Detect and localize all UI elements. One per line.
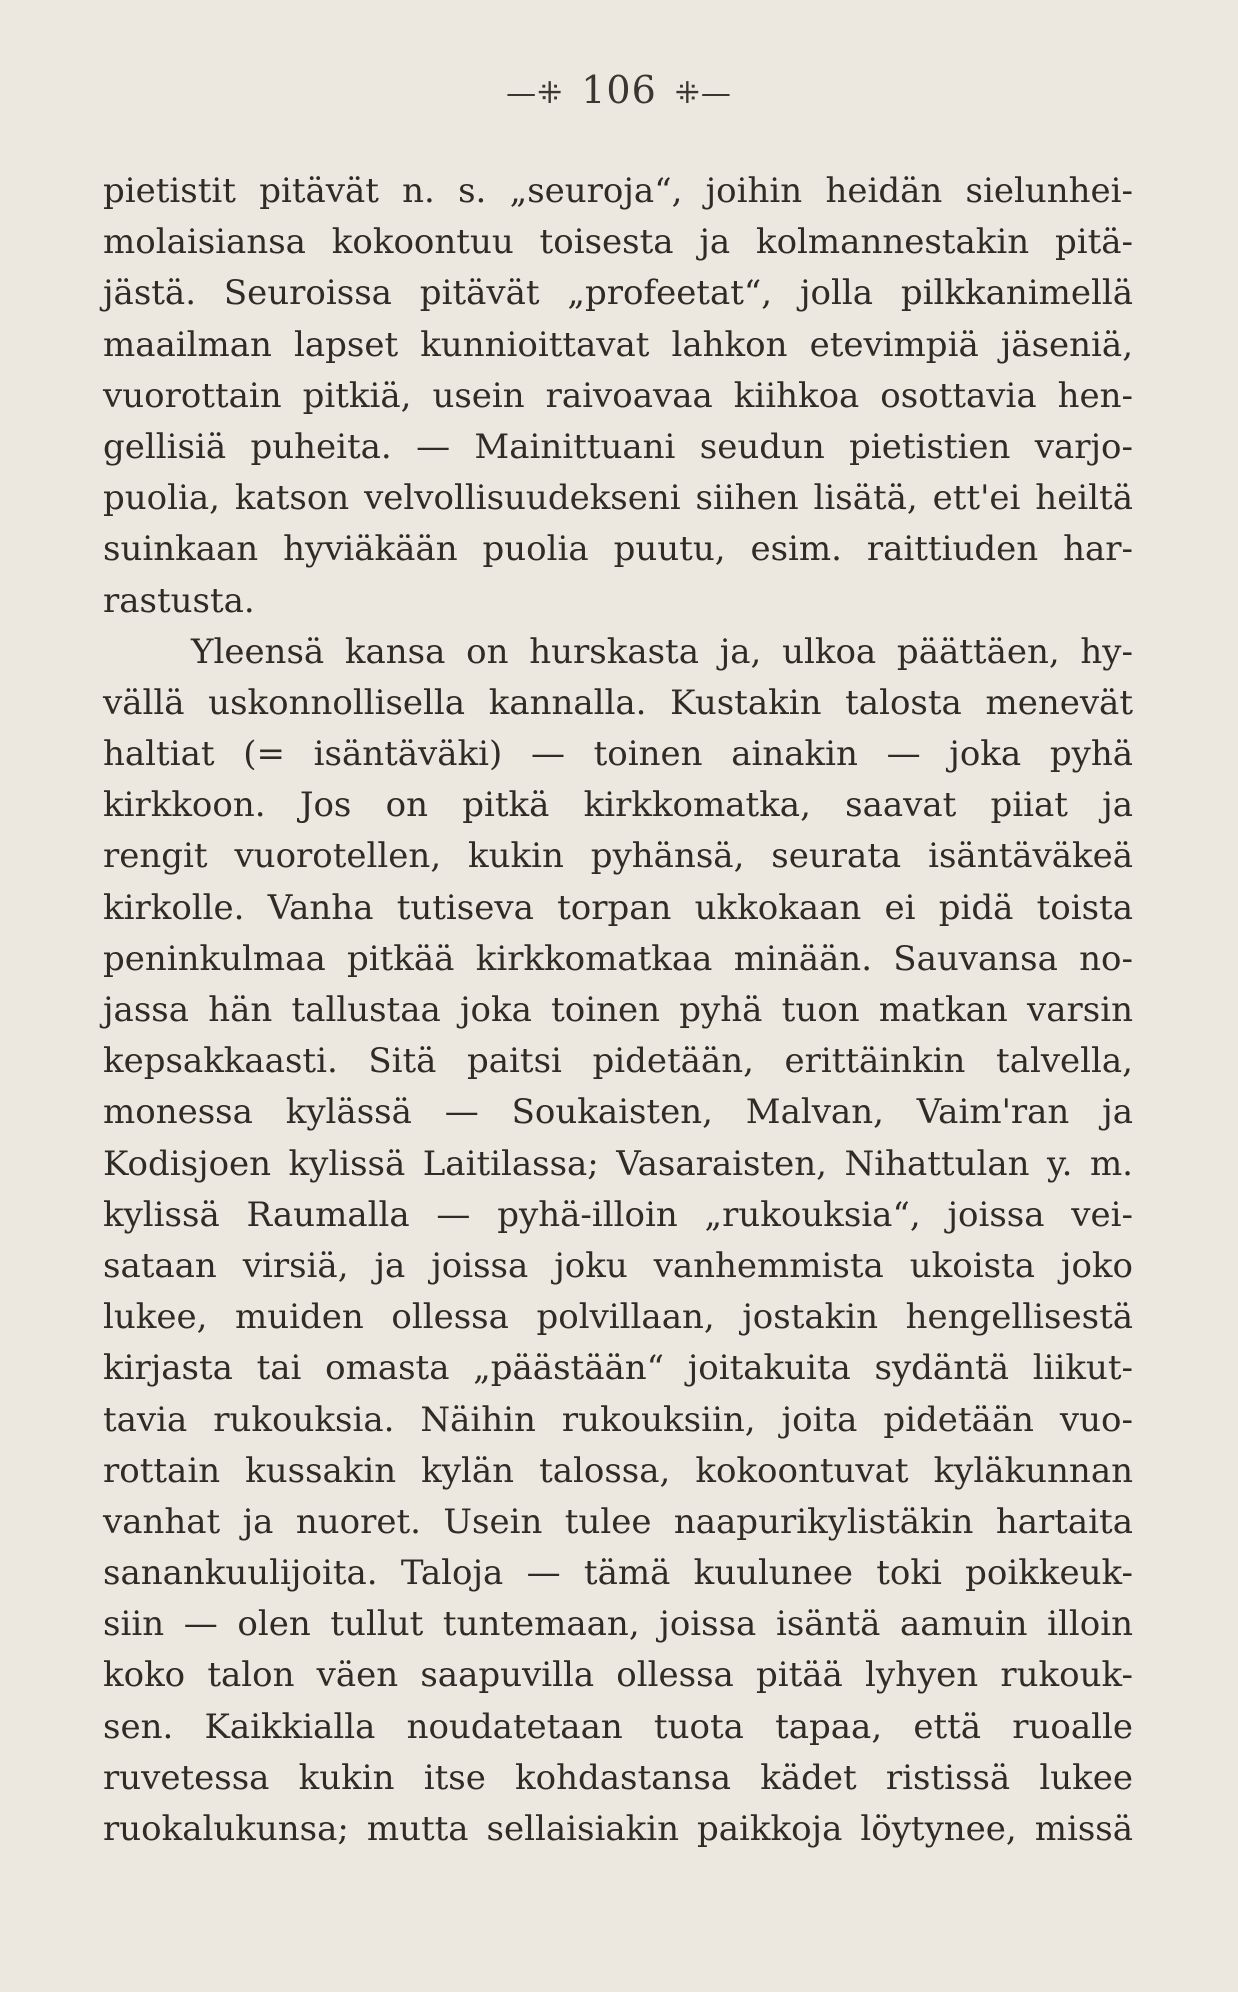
text-line: vuorottain pitkiä, usein raivoavaa kiihkoa osottavia hen-: [103, 375, 1133, 416]
text-line: kirkkoon. Jos on pitkä kirkkomatka, saavat piiat ja: [103, 785, 1133, 826]
text-line: ruokalukunsa; mutta sellaisiakin paikkoja löytynee, missä: [103, 1809, 1133, 1849]
text-line: kirkolle. Vanha tutiseva torpan ukkokaan ei pidä toista: [103, 887, 1133, 928]
text-line: molaisiansa kokoontuu toisesta ja kolmannestakin pitä-: [103, 222, 1133, 263]
body-text: [103, 166, 1133, 1855]
page-header: [0, 68, 1238, 112]
text-line: peninkulmaa pitkää kirkkomatkaa minään. Sauvansa no-: [103, 938, 1133, 979]
text-line: monessa kylässä — Soukaisten, Malvan, Vaim'ran ja: [103, 1092, 1133, 1133]
ornament-left: —⁜: [506, 76, 564, 111]
text-line: gellisiä puheita. — Mainittuani seudun pietistien varjo-: [103, 426, 1133, 467]
text-line: kylissä Raumalla — pyhä-illoin „rukouksia“, joissa vei-: [103, 1194, 1133, 1235]
text-line: tavia rukouksia. Näihin rukouksiin, joita pidetään vuo-: [103, 1399, 1133, 1440]
text-line: haltiat (= isäntäväki) — toinen ainakin — joka pyhä: [103, 734, 1133, 775]
page-number: 106: [581, 68, 657, 112]
text-line: Kodisjoen kylissä Laitilassa; Vasaraisten, Nihattulan y. m.: [103, 1143, 1133, 1184]
text-line: ruvetessa kukin itse kohdastansa kädet ristissä lukee: [103, 1757, 1133, 1798]
text-line: suinkaan hyviäkään puolia puutu, esim. raittiuden har-: [103, 529, 1133, 570]
text-line: sanankuulijoita. Taloja — tämä kuulunee toki poikkeuk-: [103, 1553, 1133, 1594]
text-line: rengit vuorotellen, kukin pyhänsä, seurata isäntäväkeä: [103, 836, 1133, 877]
text-line: sataan virsiä, ja joissa joku vanhemmista ukoista joko: [103, 1245, 1133, 1286]
text-line: vällä uskonnollisella kannalla. Kustakin talosta menevät: [103, 682, 1133, 723]
text-line: sen. Kaikkialla noudatetaan tuota tapaa, että ruoalle: [103, 1706, 1133, 1747]
text-line: jassa hän tallustaa joka toinen pyhä tuon matkan varsin: [103, 990, 1133, 1030]
text-line: jästä. Seuroissa pitävät „profeetat“, jolla pilkkanimellä: [103, 273, 1133, 314]
text-line: maailman lapset kunnioittavat lahkon etevimpiä jäseniä,: [103, 324, 1133, 365]
text-line: kirjasta tai omasta „päästään“ joitakuita sydäntä liikut-: [103, 1348, 1133, 1389]
text-line: koko talon väen saapuvilla ollessa pitää lyhyen rukouk-: [103, 1655, 1133, 1696]
text-line: lukee, muiden ollessa polvillaan, jostakin hengellisestä: [103, 1297, 1133, 1338]
text-line: rottain kussakin kylän talossa, kokoontuvat kyläkunnan: [103, 1450, 1133, 1491]
text-line: pietistit pitävät n. s. „seuroja“, joihin heidän sielunhei-: [103, 171, 1133, 211]
text-line: rastusta.: [103, 580, 255, 621]
paragraph-start-line: Yleensä kansa on hurskasta ja, ulkoa päättäen, hy-: [191, 631, 1133, 672]
text-line: kepsakkaasti. Sitä paitsi pidetään, erittäinkin talvella,: [103, 1041, 1133, 1082]
text-line: siin — olen tullut tuntemaan, joissa isäntä aamuin illoin: [103, 1604, 1133, 1645]
text-line: vanhat ja nuoret. Usein tulee naapurikylistäkin hartaita: [103, 1501, 1133, 1542]
ornament-right: ⁜—: [674, 76, 732, 111]
text-line: puolia, katson velvollisuudekseni siihen lisätä, ett'ei heiltä: [103, 478, 1133, 519]
